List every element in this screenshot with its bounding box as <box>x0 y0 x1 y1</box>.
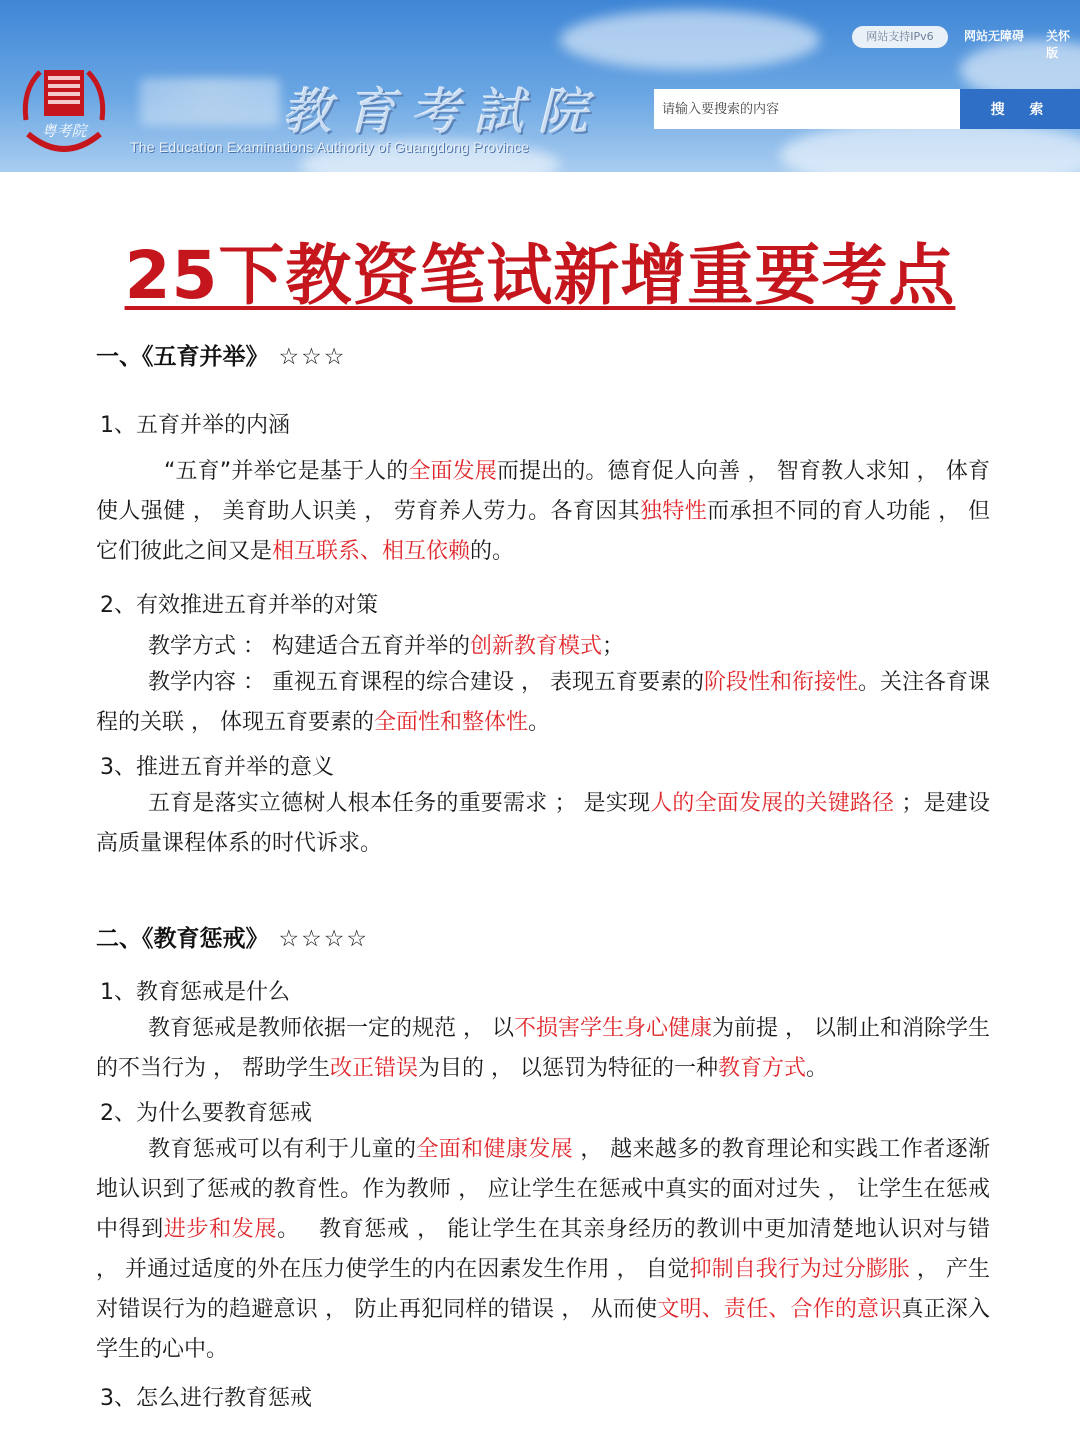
text-run: “五育”并举它是基于人的 <box>164 459 409 484</box>
highlighted-keyword: 全面性和整体性 <box>374 710 529 735</box>
section-2-sub-2: 2、为什么要教育惩戒 <box>100 1101 312 1126</box>
text-run: 教育惩戒可以有利于儿童的 <box>148 1137 417 1162</box>
highlighted-keyword: 不损害学生身心健康 <box>514 1016 713 1041</box>
care-mode-link[interactable]: 关怀版 <box>1046 29 1071 60</box>
highlighted-keyword: 独特性 <box>640 499 708 524</box>
accessibility-link[interactable]: 网站无障碍 <box>964 29 1025 43</box>
site-subtitle: The Education Examinations Authority of Guangdong Province <box>130 139 530 155</box>
blurred-region-name <box>140 78 280 126</box>
section-1-sub-3: 3、推进五育并举的意义 <box>100 755 334 780</box>
text-run: 的。 <box>470 539 515 564</box>
text-run: 教学内容 ： 重视五育课程的综合建设 ， 表现五育要素的 <box>148 670 704 695</box>
highlighted-keyword: 全面和健康发展 <box>416 1137 573 1162</box>
text-run: 。 教育惩戒 ， 能让学生在其亲身经历的教训中更加清楚地认识对与错 ， 并通过适度的外在压力使学生的内在因素发生作用 ， 自觉 <box>96 1217 990 1282</box>
search-button[interactable]: 搜 索 <box>960 89 1080 129</box>
text-run: ； <box>602 634 625 659</box>
section-2-stars: ☆☆☆☆ <box>278 926 369 952</box>
ipv6-badge[interactable]: 网站支持IPv6 <box>852 26 948 48</box>
text-run: 。 <box>528 710 551 735</box>
text-run: 真正深入学生的心中。 <box>96 1297 990 1362</box>
section-1-stars: ☆☆☆ <box>278 344 347 370</box>
section-2-heading <box>96 920 369 953</box>
document-title: 25下教资笔试新增重要考点 <box>124 237 956 314</box>
highlighted-keyword: 全面发展 <box>408 459 497 484</box>
highlighted-keyword: 创新教育模式 <box>470 634 603 659</box>
highlighted-keyword: 改正错误 <box>330 1056 419 1081</box>
emblem-logo-icon[interactable] <box>18 60 110 164</box>
text-run: 教育惩戒是教师依据一定的规范 ， 以 <box>148 1016 514 1041</box>
emblem-text: 粤考院 <box>41 122 87 140</box>
text-run: 教学方式 ： 构建适合五育并举的 <box>148 634 470 659</box>
section-1-heading <box>96 338 346 371</box>
site-header-banner <box>0 0 1080 172</box>
text-run: 为前提 ， 以制止和消除学生的不当行为 ， 帮助学生 <box>96 1016 991 1081</box>
section-1-paragraph-3 <box>96 663 990 743</box>
section-1-paragraph-1 <box>96 452 990 572</box>
highlighted-keyword: 抑制自我行为过分膨胀 <box>689 1257 910 1282</box>
highlighted-keyword: 教育方式 <box>718 1056 807 1081</box>
section-1-sub-2: 2、有效推进五育并举的对策 <box>100 593 378 618</box>
site-title: 教育考試院 <box>282 83 602 141</box>
text-run: 。关注各育课程的关联 ， 体现五育要素的 <box>96 670 991 735</box>
text-run: ；是建设高质量课程体系的时代诉求。 <box>96 791 990 856</box>
search-input[interactable] <box>654 89 960 129</box>
section-2-title: 二、《教育惩戒》 <box>96 926 269 952</box>
section-1-paragraph-2 <box>148 629 624 660</box>
section-2-paragraph-2 <box>96 1130 990 1370</box>
text-run: ， 越来越多的教育理论和实践工作者逐渐地认识到了惩戒的教育性。作为教师 ， 应让学生在惩戒中真实的面对过失 ， 让学生在惩戒中得到 <box>96 1137 990 1242</box>
highlighted-keyword: 相互联系、相互依赖 <box>272 539 471 564</box>
section-2-paragraph-1 <box>96 1009 990 1089</box>
section-1-title: 一、《五育并举》 <box>96 344 269 370</box>
section-2-sub-3: 3、怎么进行教育惩戒 <box>100 1386 312 1411</box>
highlighted-keyword: 人的全面发展的关键路径 <box>650 791 895 816</box>
text-run: 而提出的。德育促人向善 ， 智育教人求知 ， 体育使人强健 ， 美育助人识美 ， 劳育养人劳力。各育因其 <box>96 459 990 524</box>
highlighted-keyword: 文明、责任、合作的意识 <box>657 1297 902 1322</box>
text-run: ， 产生对错误行为的趋避意识 ， 防止再犯同样的错误 ， 从而使 <box>96 1257 990 1322</box>
text-run: 为目的 ， 以惩罚为特征的一种 <box>418 1056 719 1081</box>
text-run: 。 <box>806 1056 829 1081</box>
text-run: 而承担不同的育人功能 ， 但它们彼此之间又是 <box>96 499 990 564</box>
text-run: 五育是落实立德树人根本任务的重要需求 ； 是实现 <box>148 791 651 816</box>
highlighted-keyword: 阶段性和衔接性 <box>703 670 858 695</box>
section-2-sub-1: 1、教育惩戒是什么 <box>100 980 290 1005</box>
section-1-sub-1: 1、五育并举的内涵 <box>100 413 290 438</box>
highlighted-keyword: 进步和发展 <box>163 1217 278 1242</box>
cloud-decoration <box>560 10 820 70</box>
section-1-paragraph-4 <box>96 784 990 864</box>
